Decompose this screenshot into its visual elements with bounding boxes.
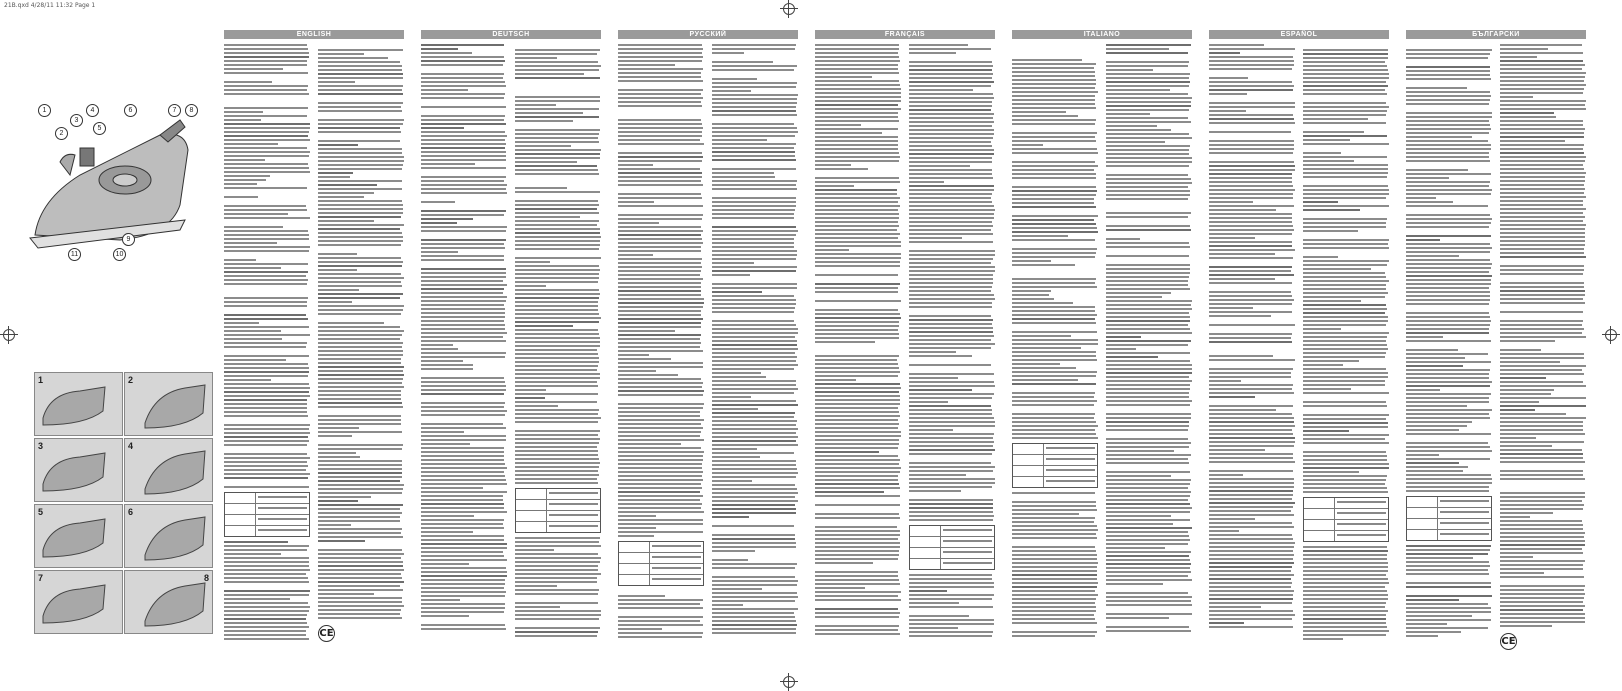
callout-6: 6 bbox=[124, 104, 137, 117]
column-heading: DEUTSCH bbox=[421, 30, 601, 39]
column-heading: ESPAÑOL bbox=[1209, 30, 1389, 39]
step-illustration bbox=[35, 439, 122, 501]
column-body bbox=[224, 44, 404, 644]
callout-3: 3 bbox=[70, 114, 83, 127]
text-subcolumn bbox=[1500, 44, 1586, 647]
temperature-table bbox=[515, 488, 601, 533]
step-panel-2 bbox=[124, 372, 213, 436]
column-bulgarian bbox=[1406, 30, 1586, 685]
column-heading: БЪЛГАРСКИ bbox=[1406, 30, 1586, 39]
text-subcolumn bbox=[815, 44, 901, 644]
callout-8: 8 bbox=[185, 104, 198, 117]
temperature-table bbox=[1406, 496, 1492, 541]
column-heading: FRANÇAIS bbox=[815, 30, 995, 39]
step-panel-3 bbox=[34, 438, 123, 502]
step-illustration bbox=[35, 505, 122, 567]
text-subcolumn bbox=[1106, 44, 1192, 644]
text-subcolumn bbox=[1209, 44, 1295, 644]
column-espanol bbox=[1209, 30, 1389, 685]
step-illustration bbox=[125, 373, 212, 435]
step-number: 4 bbox=[128, 441, 134, 451]
usage-steps bbox=[34, 372, 212, 630]
step-panel-4 bbox=[124, 438, 213, 502]
column-body bbox=[618, 44, 798, 644]
step-panel-1 bbox=[34, 372, 123, 436]
callout-11: 11 bbox=[68, 248, 81, 261]
step-illustration bbox=[35, 571, 122, 633]
temperature-table bbox=[224, 492, 310, 537]
callout-7: 7 bbox=[168, 104, 181, 117]
column-body bbox=[1209, 44, 1389, 644]
column-heading: ITALIANO bbox=[1012, 30, 1192, 39]
temperature-table bbox=[618, 541, 704, 586]
step-number: 6 bbox=[128, 507, 134, 517]
column-body bbox=[421, 44, 601, 644]
column-body bbox=[815, 44, 995, 644]
text-subcolumn bbox=[909, 44, 995, 644]
column-english bbox=[224, 30, 404, 685]
step-number: 7 bbox=[38, 573, 44, 583]
step-panel-8 bbox=[124, 570, 213, 634]
step-panel-5 bbox=[34, 504, 123, 568]
text-subcolumn bbox=[421, 44, 507, 644]
column-body bbox=[1012, 44, 1192, 644]
registration-mark-left bbox=[0, 326, 18, 344]
column-italiano bbox=[1012, 30, 1192, 685]
column-francais bbox=[815, 30, 995, 685]
callout-10: 10 bbox=[113, 248, 126, 261]
column-heading: РУССКИЙ bbox=[618, 30, 798, 39]
text-subcolumn bbox=[1012, 44, 1098, 644]
text-subcolumn bbox=[712, 44, 798, 644]
column-heading: ENGLISH bbox=[224, 30, 404, 39]
callout-2: 2 bbox=[55, 127, 68, 140]
step-illustration bbox=[125, 439, 212, 501]
temperature-table bbox=[1012, 443, 1098, 488]
text-subcolumn bbox=[224, 44, 310, 644]
callout-5: 5 bbox=[93, 122, 106, 135]
column-body bbox=[1406, 44, 1586, 647]
step-number: 2 bbox=[128, 375, 134, 385]
print-slug: 21B.qxd 4/28/11 11:32 Page 1 bbox=[4, 2, 96, 9]
step-panel-6 bbox=[124, 504, 213, 568]
callout-9: 9 bbox=[122, 233, 135, 246]
column-russian bbox=[618, 30, 798, 685]
registration-mark-top bbox=[780, 0, 798, 18]
step-number: 5 bbox=[38, 507, 44, 517]
temperature-table bbox=[1303, 497, 1389, 542]
column-deutsch bbox=[421, 30, 601, 685]
registration-mark-right bbox=[1602, 326, 1620, 344]
text-subcolumn bbox=[618, 44, 704, 644]
temperature-table bbox=[909, 525, 995, 570]
step-illustration bbox=[35, 373, 122, 435]
step-illustration bbox=[125, 571, 212, 633]
callout-4: 4 bbox=[86, 104, 99, 117]
ce-mark: CE bbox=[318, 625, 335, 642]
text-subcolumn bbox=[318, 44, 404, 644]
iron-diagram bbox=[20, 100, 205, 270]
step-number: 3 bbox=[38, 441, 44, 451]
iron-illustration bbox=[20, 100, 205, 270]
step-illustration bbox=[125, 505, 212, 567]
step-number: 8 bbox=[203, 573, 209, 583]
step-number: 1 bbox=[38, 375, 44, 385]
ce-mark: CE bbox=[1500, 633, 1517, 650]
step-panel-7 bbox=[34, 570, 123, 634]
text-subcolumn bbox=[1406, 44, 1492, 644]
callout-1: 1 bbox=[38, 104, 51, 117]
text-subcolumn bbox=[1303, 44, 1389, 644]
text-subcolumn bbox=[515, 44, 601, 644]
